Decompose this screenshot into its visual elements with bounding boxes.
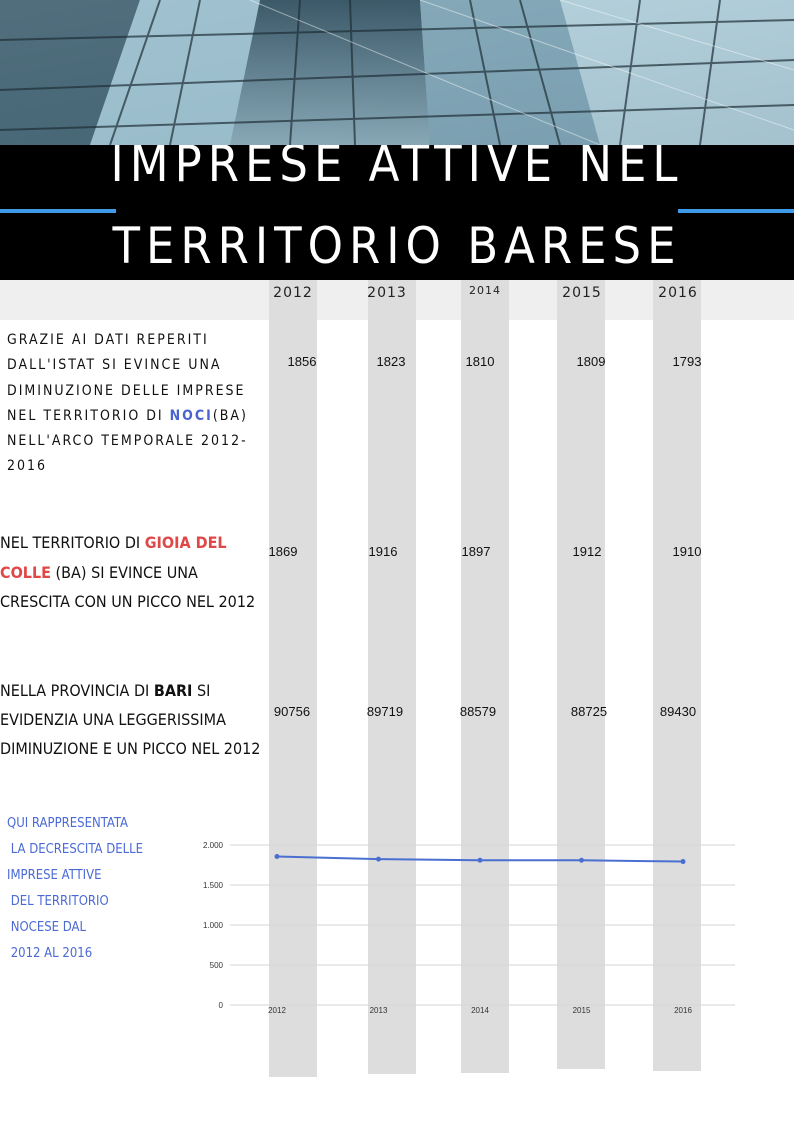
- hero-image: [0, 0, 794, 145]
- caption-line: NOCESE DAL: [7, 920, 87, 935]
- value-gioia-2016: 1910: [672, 544, 702, 559]
- description-noci-text: GRAZIE AI DATI REPERITI DALL'ISTAT SI EVINCE UNA DIMINUZIONE DELLE IMPRESE NEL TERRITORIO DI: [7, 332, 246, 424]
- value-bari-2015: 88725: [570, 704, 608, 719]
- data-point: [478, 858, 483, 863]
- y-tick-label: 500: [209, 961, 223, 970]
- year-label-2015: 2015: [562, 285, 602, 301]
- caption-line: LA DECRESCITA DELLE: [7, 842, 144, 857]
- caption-line: QUI RAPPRESENTATA: [7, 816, 128, 831]
- highlight-bari: BARI: [153, 681, 193, 700]
- data-point: [681, 859, 686, 864]
- year-label-2014: 2014: [469, 284, 501, 297]
- description-noci-text-end: (BA) NELL'ARCO TEMPORALE 2012-2016: [7, 407, 248, 475]
- year-label-2012: 2012: [273, 285, 313, 301]
- skyscraper-illustration: [0, 0, 794, 145]
- value-gioia-2015: 1912: [572, 544, 602, 559]
- year-label-2013: 2013: [367, 285, 407, 301]
- description-bari-text-end: SI EVIDENZIA UNA LEGGERISSIMA DIMINUZIONE E UN PICCO NEL 2012: [0, 681, 261, 758]
- y-tick-label: 1.000: [202, 921, 223, 930]
- x-tick-label: 2013: [369, 1006, 388, 1015]
- description-noci: [7, 328, 257, 480]
- value-noci-2013: 1823: [376, 354, 406, 369]
- value-bari-2013: 89719: [366, 704, 404, 719]
- value-noci-2016: 1793: [672, 354, 702, 369]
- value-gioia-2014: 1897: [461, 544, 491, 559]
- y-tick-label: 1.500: [202, 881, 223, 890]
- value-bari-2016: 89430: [659, 704, 697, 719]
- highlight-gioia-del-colle: GIOIA DEL COLLE: [0, 533, 227, 582]
- title-banner: [0, 145, 794, 280]
- value-noci-2012: 1856: [287, 354, 317, 369]
- y-tick-label: 2.000: [202, 841, 223, 850]
- accent-bar-right: [678, 209, 794, 213]
- value-bari-2014: 88579: [459, 704, 497, 719]
- description-gioia-text-end: (BA) SI EVINCE UNA CRESCITA CON UN PICCO NEL 2012: [0, 562, 256, 611]
- description-bari-text: NELLA PROVINCIA DI: [0, 681, 154, 700]
- value-gioia-2012: 1869: [268, 544, 298, 559]
- value-noci-2015: 1809: [576, 354, 606, 369]
- caption-line: 2012 AL 2016: [7, 946, 93, 961]
- value-bari-2012: 90756: [273, 704, 311, 719]
- value-noci-2014: 1810: [465, 354, 495, 369]
- description-gioia-del-colle: [0, 528, 265, 617]
- data-point: [579, 858, 584, 863]
- value-gioia-2013: 1916: [368, 544, 398, 559]
- accent-bar-left: [0, 209, 116, 213]
- description-gioia-text: NEL TERRITORIO DI: [0, 533, 145, 552]
- x-tick-label: 2014: [471, 1006, 489, 1015]
- x-tick-label: 2015: [572, 1006, 591, 1015]
- page-title-line-2: TERRITORIO BARESE: [112, 217, 682, 275]
- line-chart: [195, 830, 740, 1025]
- data-point: [376, 857, 381, 862]
- highlight-noci: NOCI: [169, 407, 213, 424]
- x-tick-label: 2016: [674, 1006, 692, 1015]
- y-tick-label: 0: [218, 1001, 223, 1010]
- year-label-2016: 2016: [658, 285, 698, 301]
- caption-line: IMPRESE ATTIVE: [7, 868, 102, 883]
- data-point: [275, 854, 280, 859]
- description-bari: [0, 676, 268, 763]
- x-tick-label: 2012: [268, 1006, 286, 1015]
- caption-line: DEL TERRITORIO: [7, 894, 109, 909]
- page-title-line-1: IMPRESE ATTIVE NEL: [110, 145, 684, 193]
- chart-caption: [7, 811, 157, 967]
